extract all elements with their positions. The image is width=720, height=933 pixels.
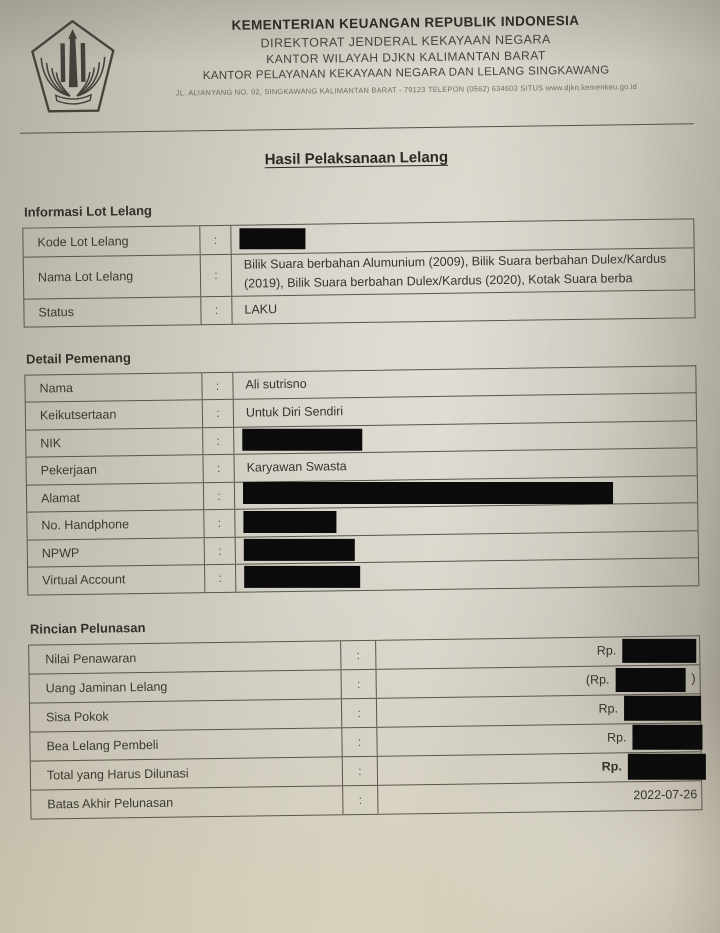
office-address: JL. ALIANYANG NO. 92, SINGKAWANG KALIMANTAN BARAT - 79123 TELEPON (0562) 634603 SITUS www.djkn.kemenkeu.go.id	[175, 82, 638, 98]
currency-suffix: )	[691, 671, 696, 686]
redaction-bar	[615, 667, 685, 691]
row-value	[378, 752, 701, 785]
letterhead	[0, 0, 716, 117]
redaction-bar	[243, 511, 336, 533]
redaction-bar	[622, 638, 696, 662]
section-heading-winner: Detail Pemenang	[26, 349, 131, 367]
redaction-bar	[244, 566, 360, 588]
redaction-bar	[244, 539, 355, 561]
colon-separator: :	[204, 510, 235, 537]
row-value: LAKU	[244, 301, 278, 317]
row-label: Bea Lelang Pembeli	[30, 728, 342, 760]
winner-table	[24, 365, 699, 595]
row-label: Alamat	[27, 483, 204, 512]
directorate-name: DIREKTORAT JENDERAL KEKAYAAN NEGARA	[260, 32, 551, 51]
row-value: Ali sutrisno	[245, 376, 307, 392]
section-heading-payment: Rincian Pelunasan	[29, 619, 146, 637]
row-label: Batas Akhir Pelunasan	[31, 786, 343, 818]
colon-separator: :	[203, 427, 234, 454]
letterhead-divider	[20, 123, 694, 133]
redaction-bar	[243, 482, 613, 504]
colon-separator: :	[204, 482, 235, 509]
colon-separator: :	[201, 297, 232, 324]
row-label: Total yang Harus Dilunasi	[31, 757, 343, 789]
row-label: Nilai Penawaran	[29, 641, 341, 673]
regional-office-name: KANTOR WILAYAH DJKN KALIMANTAN BARAT	[266, 48, 546, 67]
colon-separator: :	[203, 400, 234, 427]
redaction-bar	[632, 725, 702, 750]
lot-name-text: Bilik Suara berbahan Alumunium (2009), Bilik Suara berbahan Dulex/Kardus (2019), Bilik Suara berbahan Dulex/Kardus (2020), Kotak Suara berba	[243, 251, 667, 291]
row-label: NPWP	[28, 538, 205, 567]
row-label: Uang Jaminan Lelang	[30, 670, 342, 702]
ministry-name: KEMENTERIAN KEUANGAN REPUBLIK INDONESIA	[231, 12, 580, 33]
service-office-name: KANTOR PELAYANAN KEKAYAAN NEGARA DAN LELANG SINGKAWANG	[202, 64, 610, 83]
row-label: Pekerjaan	[26, 455, 203, 484]
row-value	[236, 558, 698, 591]
currency-prefix: Rp.	[606, 730, 627, 745]
colon-separator: :	[202, 372, 233, 399]
colon-separator: :	[341, 669, 376, 697]
colon-separator: :	[343, 785, 378, 813]
row-label: Keikutsertaan	[26, 400, 203, 429]
row-label: No. Handphone	[27, 510, 204, 539]
row-label: Kode Lot Lelang	[23, 226, 200, 256]
row-label: Status	[24, 297, 201, 326]
redaction-bar	[239, 228, 305, 249]
section-heading-lot-info: Informasi Lot Lelang	[23, 202, 153, 220]
colon-separator: :	[205, 565, 236, 592]
colon-separator: :	[342, 698, 377, 726]
currency-prefix: Rp.	[598, 701, 619, 716]
row-value	[232, 248, 695, 296]
row-value	[376, 665, 699, 698]
currency-prefix: Rp.	[596, 643, 617, 658]
row-value: Karyawan Swasta	[246, 458, 347, 475]
colon-separator: :	[341, 640, 376, 668]
letterhead-text	[116, 9, 695, 115]
row-value: Untuk Diri Sendiri	[245, 403, 344, 420]
kemenkeu-emblem-icon	[28, 17, 117, 116]
payment-table	[28, 635, 702, 819]
row-value	[376, 636, 699, 669]
lot-info-table	[22, 218, 695, 327]
row-value	[377, 723, 700, 756]
colon-separator: :	[200, 226, 231, 254]
redaction-bar	[628, 753, 706, 779]
colon-separator: :	[343, 756, 378, 784]
colon-separator: :	[203, 455, 234, 482]
row-label: Virtual Account	[28, 565, 205, 594]
row-label: Sisa Pokok	[30, 699, 342, 731]
colon-separator: :	[342, 727, 377, 755]
currency-prefix: Rp.	[601, 759, 622, 774]
row-label: NIK	[26, 428, 203, 457]
row-label: Nama	[25, 373, 202, 402]
document-title: Hasil Pelaksanaan Lelang	[264, 148, 449, 169]
redaction-bar	[242, 429, 362, 451]
row-value	[377, 694, 700, 727]
row-label: Nama Lot Lelang	[24, 255, 202, 299]
colon-separator: :	[205, 537, 236, 564]
redaction-bar	[624, 696, 701, 721]
currency-prefix: (Rp.	[585, 672, 610, 687]
colon-separator: :	[201, 254, 233, 296]
due-date-value: 2022-07-26	[633, 787, 698, 803]
